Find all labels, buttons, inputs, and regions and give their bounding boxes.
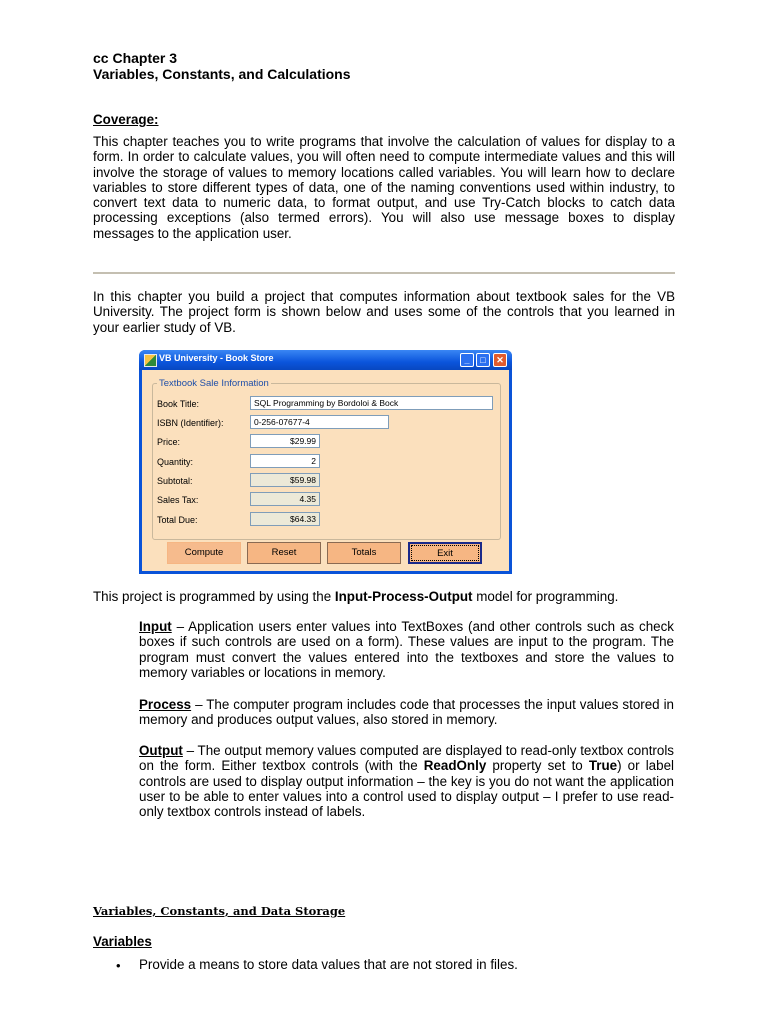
total-due-label: Total Due: (157, 515, 198, 525)
output-bold-true: True (588, 758, 618, 774)
subtotal-label: Subtotal: (157, 476, 193, 486)
price-label: Price: (157, 437, 181, 447)
variables-subheading: Variables (93, 934, 152, 949)
window-title: VB University - Book Store (159, 353, 274, 363)
process-term: Process (139, 697, 192, 712)
compute-button[interactable]: Compute (167, 542, 241, 564)
app-icon (144, 354, 157, 367)
ipo-sentence (93, 589, 618, 604)
exit-button[interactable]: Exit (408, 542, 482, 564)
horizontal-rule (93, 272, 675, 274)
ipo-post: model for programming. (472, 589, 619, 604)
ipo-pre: This project is programmed by using the (93, 589, 335, 604)
chapter-number: cc Chapter 3 (93, 50, 178, 66)
isbn-label: ISBN (Identifier): (157, 418, 224, 428)
output-text-3: ) or label controls are used to display output information – the key is you do not want the application user to be able to enter values into a control used to display output – I prefer to use read-only textbox controls instead of labels. (139, 758, 674, 820)
maximize-button[interactable]: □ (476, 353, 490, 367)
totals-button[interactable]: Totals (327, 542, 401, 564)
ipo-bold: Input-Process-Output (334, 589, 473, 604)
output-paragraph (139, 743, 674, 819)
section-heading: Variables, Constants, and Data Storage (93, 904, 346, 918)
subtotal-textbox: $59.98 (250, 473, 320, 487)
book-title-textbox[interactable]: SQL Programming by Bordoloi & Bock (250, 396, 493, 410)
input-paragraph (139, 619, 674, 680)
output-term: Output (139, 743, 183, 758)
output-text-2: property set to (486, 758, 589, 774)
input-text: – Application users enter values into TextBoxes (and other controls such as check boxes if such controls are used on a form). These values are input to the program. The program must convert the values entered into the textboxes and store the values to memory variables or locations in memory. (139, 619, 674, 680)
groupbox-title: Textbook Sale Information (159, 378, 269, 389)
quantity-label: Quantity: (157, 457, 194, 467)
bullet-item-1: Provide a means to store data values that are not stored in files. (139, 957, 518, 972)
reset-button[interactable]: Reset (247, 542, 321, 564)
window-titlebar (139, 350, 512, 370)
vb-form-screenshot (139, 350, 512, 574)
total-due-textbox: $64.33 (250, 512, 320, 526)
chapter-title: Variables, Constants, and Calculations (93, 66, 351, 82)
process-paragraph (139, 697, 674, 728)
sales-tax-textbox: 4.35 (250, 492, 320, 506)
process-text: – The computer program includes code that processes the input values stored in memory and produces output values, also stored in memory. (139, 697, 674, 728)
isbn-textbox[interactable]: 0-256-07677-4 (250, 415, 389, 429)
book-title-label: Book Title: (157, 399, 200, 409)
bullet-glyph: • (116, 958, 121, 973)
quantity-textbox[interactable]: 2 (250, 454, 320, 468)
coverage-heading: Coverage: (93, 112, 159, 127)
form-client-area (142, 370, 509, 571)
output-bold-readonly: ReadOnly (423, 758, 487, 774)
close-button[interactable]: ✕ (493, 353, 507, 367)
intro-paragraph: In this chapter you build a project that computes information about textbook sales for the VB University. The project form is shown below and uses some of the controls that you learned in your earlier study of VB. (93, 289, 675, 335)
sales-tax-label: Sales Tax: (157, 495, 199, 505)
price-textbox[interactable]: $29.99 (250, 434, 320, 448)
coverage-paragraph: This chapter teaches you to write programs that involve the calculation of values for display to a form. In order to calculate values, you will often need to compute intermediate values and this will involve the storage of values to memory locations called variables. You will learn how to declare variables to store different types of data, one of the naming conventions used within industry, to convert text data to numeric data, to format output, and use Try-Catch blocks to catch data processing exceptions (also termed errors). You will also use message boxes to display messages to the application user. (93, 134, 675, 241)
minimize-button[interactable]: _ (460, 353, 474, 367)
output-text-1: – The output memory values computed are displayed to read-only textbox controls on the form. Either textbox controls (with the (139, 743, 674, 774)
input-term: Input (139, 619, 172, 634)
